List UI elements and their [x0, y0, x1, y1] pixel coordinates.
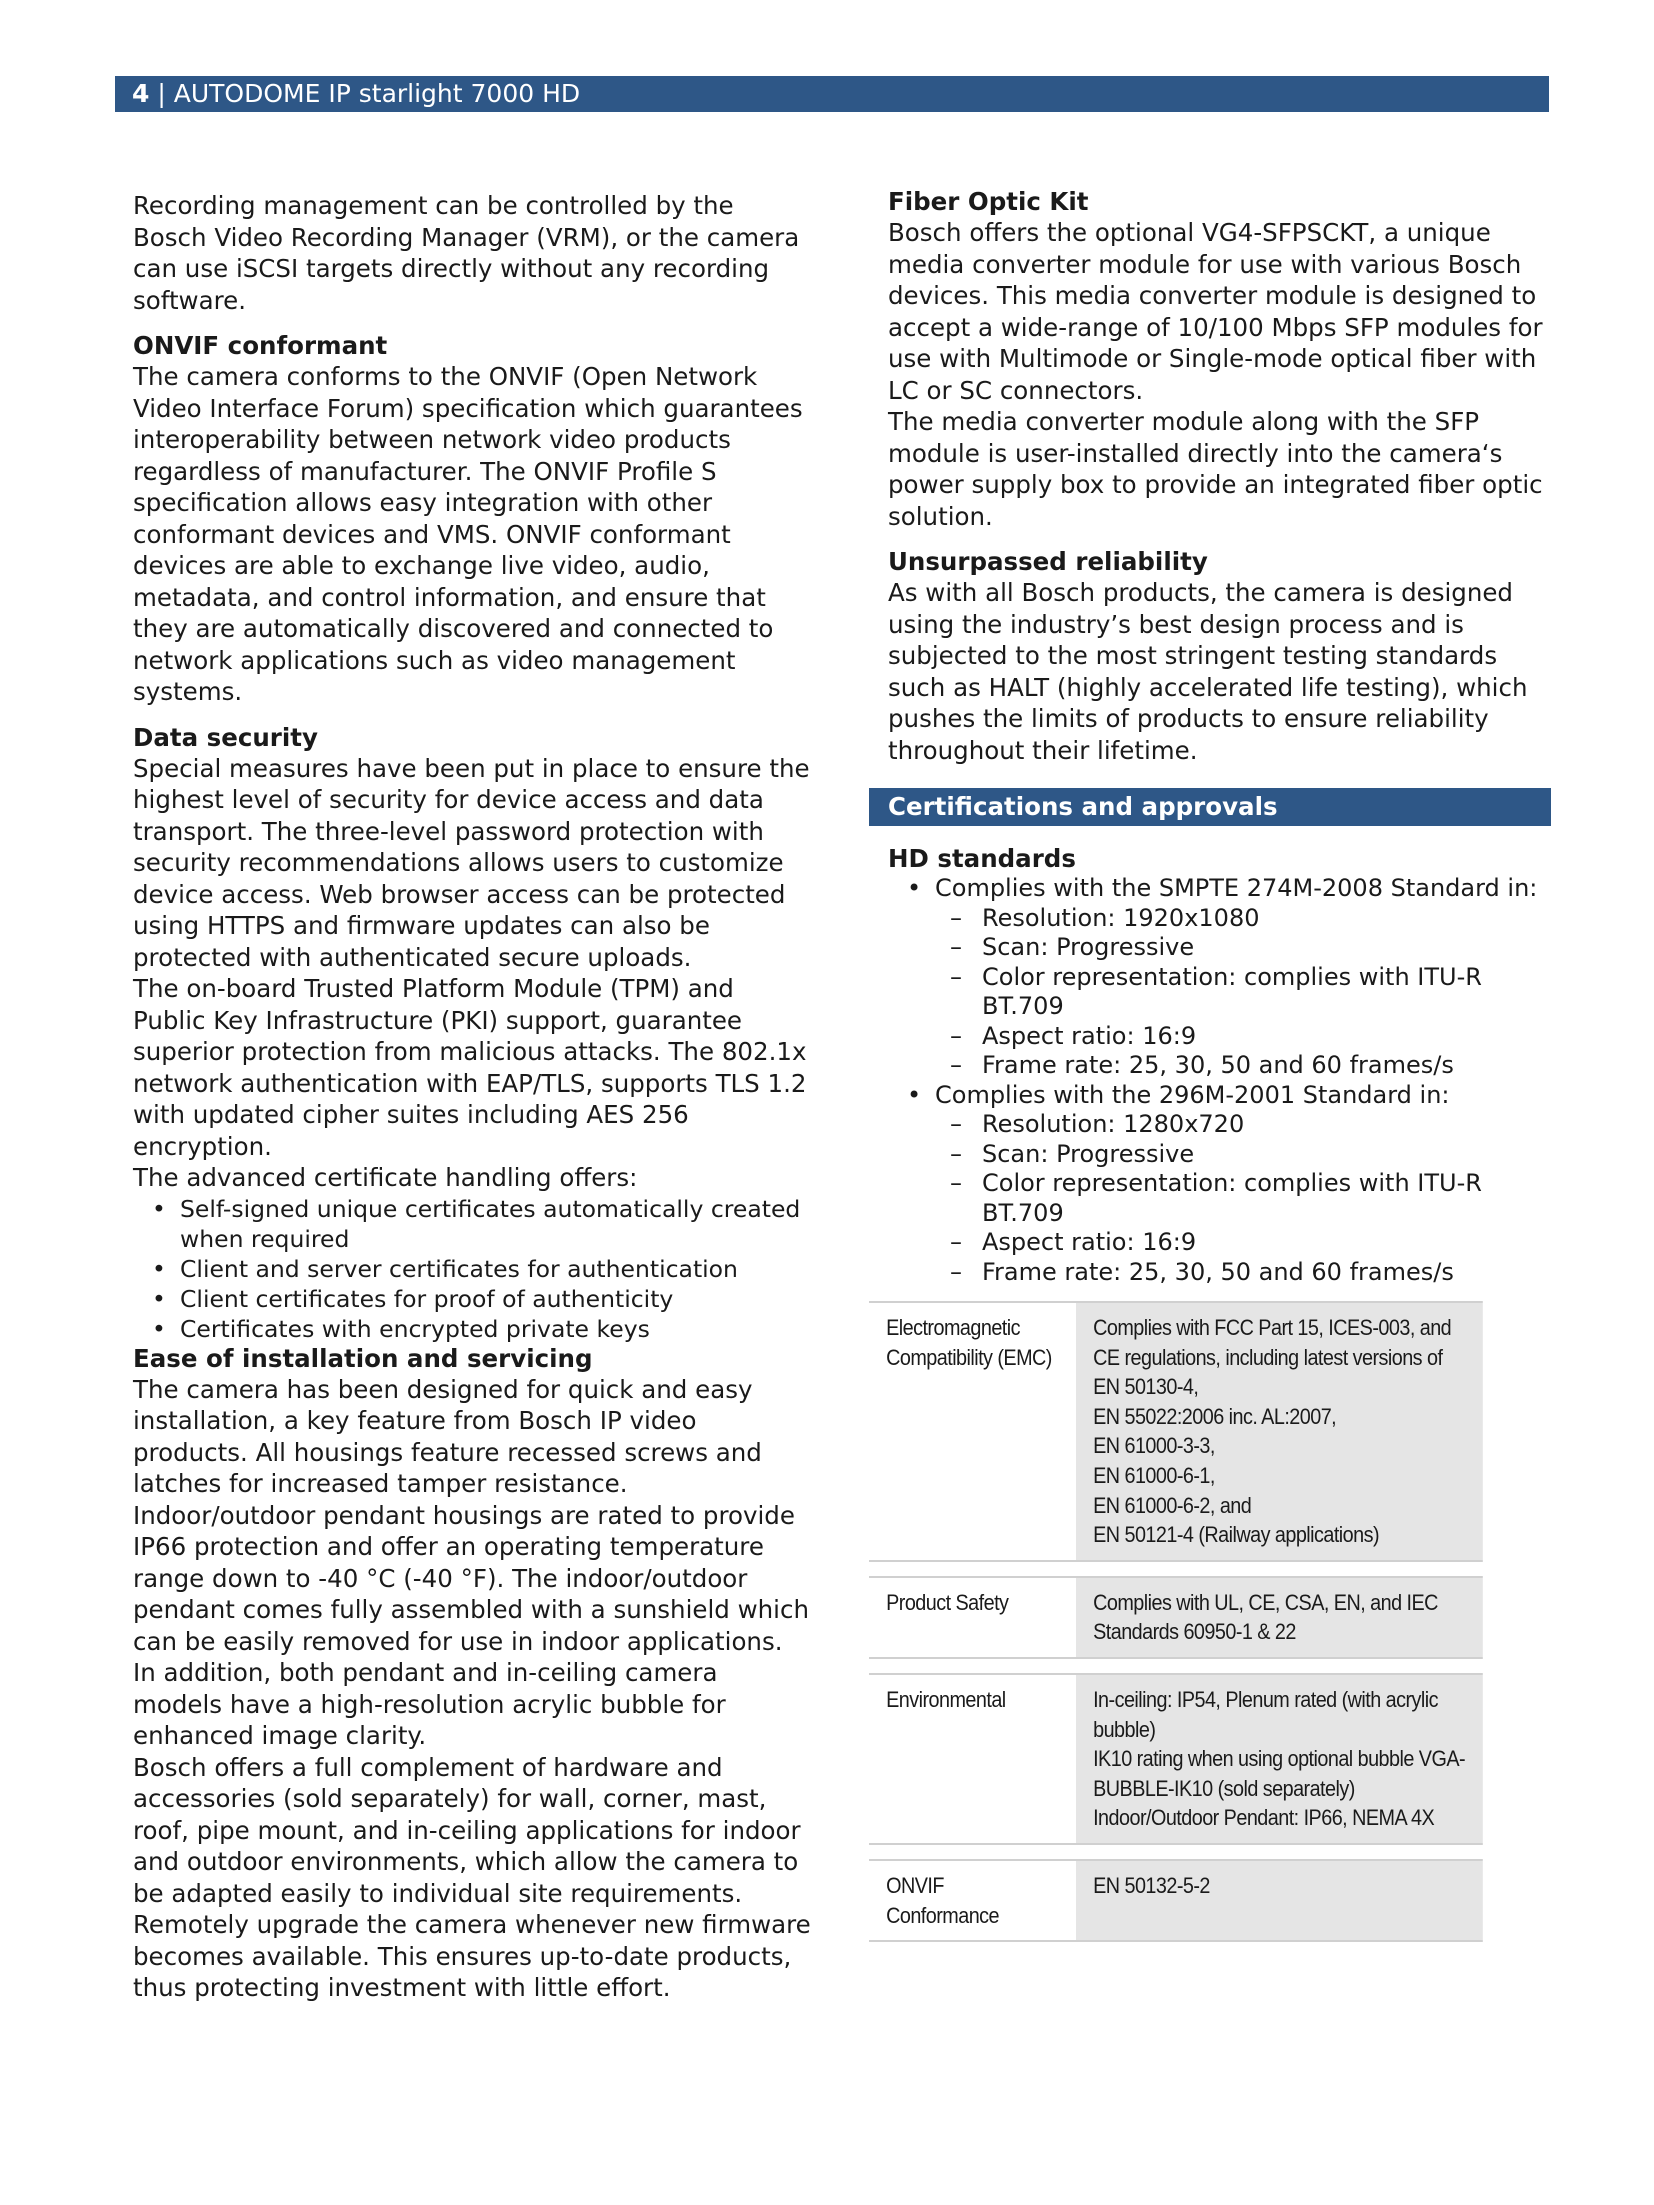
list-item: – Color representation: complies with ITU-R BT.709 [888, 963, 1554, 1022]
list-item: • Client certificates for proof of authenticity [133, 1284, 813, 1314]
spec-value: EN 50132-5-2 [1076, 1861, 1483, 1940]
spec-value: In-ceiling: IP54, Plenum rated (with acrylic bubble) IK10 rating when using optional bubble VGA- BUBBLE-IK10 (sold separately) Indoor/Outdoor Pendant: IP66, NEMA 4X [1076, 1675, 1483, 1843]
fiber-optic-paragraph: Bosch offers the optional VG4-SFPSCKT, a unique media converter module for use with various Bosch devices. This media converter module is designed to accept a wide-range of 10/100 Mbps SFP modules for use with Multimode or Single-mode optical fiber with LC or SC connectors. [888, 218, 1543, 405]
bubble-paragraph: In addition, both pendant and in-ceiling camera models have a high-resolution acrylic bubble for enhanced image clarity. [133, 1658, 726, 1750]
firmware-paragraph: Remotely upgrade the camera whenever new firmware becomes available. This ensures up-to-date products, thus protecting investment with little effort. [133, 1910, 811, 2002]
list-item: – Scan: Progressive [888, 1140, 1554, 1170]
certifications-section-bar: Certifications and approvals [869, 788, 1551, 826]
list-item: – Aspect ratio: 16:9 [888, 1228, 1554, 1258]
document-title: AUTODOME IP starlight 7000 HD [173, 79, 581, 108]
list-item: – Scan: Progressive [888, 933, 1554, 963]
sub-list [888, 1110, 1554, 1287]
table-row [869, 1576, 1483, 1659]
list-item: – Resolution: 1280x720 [888, 1110, 1554, 1140]
reliability-paragraph: As with all Bosch products, the camera is designed using the industry’s best design process and is subjected to the most stringent testing standards such as HALT (highly accelerated life testing), which pushes the limits of products to ensure reliability throughout their lifetime. [888, 578, 1528, 765]
housing-paragraph: Indoor/outdoor pendant housings are rated to provide IP66 protection and offer an operating temperature range down to -40 °C (-40 °F). The indoor/outdoor pendant comes fully assembled with a sunshield which can be easily removed for use in indoor applications. [133, 1500, 809, 1656]
tpm-paragraph: The on-board Trusted Platform Module (TPM) and Public Key Infrastructure (PKI) support, guarantee superior protection from malicious attacks. The 802.1x network authentication with EAP/TLS, supports TLS 1.2 with updated cipher suites including AES 256 encryption. [133, 974, 807, 1161]
media-converter-paragraph: The media converter module along with the SFP module is user-installed directly into the camera‘s power supply box to provide an integrated fiber optic solution. [888, 407, 1543, 531]
accessories-paragraph: Bosch offers a full complement of hardware and accessories (sold separately) for wall, corner, mast, roof, pipe mount, and in-ceiling applications for indoor and outdoor environments, which allow the camera to be adapted easily to individual site requirements. [133, 1752, 801, 1908]
list-item: – Frame rate: 25, 30, 50 and 60 frames/s [888, 1258, 1554, 1288]
spec-value: Complies with UL, CE, CSA, EN, and IEC Standards 60950-1 & 22 [1076, 1578, 1483, 1657]
installation-heading: Ease of installation and servicing [133, 1343, 593, 1373]
list-item: • Complies with the 296M-2001 Standard in: – Resolution: 1280x720 – Scan: Progressive – Color representation: complies with ITU-R BT.709 – Aspect ratio: 16:9 – Frame rate: 25, 30, 50 and 60 frames/s [888, 1081, 1554, 1288]
table-row [869, 1673, 1483, 1845]
page-header [115, 76, 1549, 112]
list-item: – Frame rate: 25, 30, 50 and 60 frames/s [888, 1051, 1554, 1081]
list-item: • Complies with the SMPTE 274M-2008 Standard in: – Resolution: 1920x1080 – Scan: Progressive – Color representation: complies with ITU-R BT.709 – Aspect ratio: 16:9 – Frame rate: 25, 30, 50 and 60 frames/s [888, 874, 1554, 1081]
fiber-optic-heading: Fiber Optic Kit [888, 187, 1089, 216]
list-item: • Self-signed unique certificates automatically created when required [133, 1194, 813, 1254]
left-column [133, 190, 813, 2004]
spec-label: ONVIF Conformance [869, 1861, 1076, 1940]
data-security-heading: Data security [133, 722, 318, 752]
spec-label: Environmental [869, 1675, 1076, 1843]
certifications-table [869, 1301, 1483, 1942]
spec-label: Electromagnetic Compatibility (EMC) [869, 1303, 1076, 1560]
certificate-intro: The advanced certificate handling offers: [133, 1163, 638, 1192]
onvif-heading: ONVIF conformant [133, 331, 388, 360]
list-item: • Client and server certificates for authentication [133, 1254, 813, 1284]
table-row [869, 1859, 1483, 1942]
installation-paragraph: The camera has been designed for quick and easy installation, a key feature from Bosch IP video products. All housings feature recessed screws and latches for increased tamper resistance. [133, 1374, 762, 1498]
certificate-list [133, 1194, 813, 1344]
onvif-paragraph: The camera conforms to the ONVIF (Open Network Video Interface Forum) specification which guarantees interoperability between network video products regardless of manufacturer. The ONVIF Profile S specification allows easy integration with other conformant devices and VMS. ONVIF conformant devices are able to exchange live video, audio, metadata, and control information, and ensure that they are automatically discovered and connected to network applications such as video management systems. [133, 362, 803, 706]
table-row [869, 1301, 1483, 1562]
list-item: – Color representation: complies with ITU-R BT.709 [888, 1169, 1554, 1228]
hd-standards-list [888, 874, 1554, 1287]
reliability-heading: Unsurpassed reliability [888, 547, 1208, 576]
right-column [888, 187, 1554, 1956]
list-item: – Aspect ratio: 16:9 [888, 1022, 1554, 1052]
sub-list [888, 904, 1554, 1081]
data-security-paragraph: Special measures have been put in place to ensure the highest level of security for device access and data transport. The three-level password protection with security recommendations allows users to customize device access. Web browser access can be protected using HTTPS and firmware updates can also be protected with authenticated secure uploads. [133, 753, 810, 972]
list-item: • Certificates with encrypted private keys [133, 1314, 813, 1344]
list-item: – Resolution: 1920x1080 [888, 904, 1554, 934]
header-separator: | [157, 79, 166, 108]
intro-paragraph: Recording management can be controlled by the Bosch Video Recording Manager (VRM), or the camera can use iSCSI targets directly without any recording software. [133, 191, 800, 315]
spec-label: Product Safety [869, 1578, 1076, 1657]
hd-standards-heading: HD standards [888, 844, 1076, 873]
page-number: 4 [132, 79, 150, 108]
spec-value: Complies with FCC Part 15, ICES-003, and CE regulations, including latest versions of EN 50130-4, EN 55022:2006 inc. AL:2007, EN 61000-3-3, EN 61000-6-1, EN 61000-6-2, and EN 50121-4 (Railway applications) [1076, 1303, 1483, 1560]
